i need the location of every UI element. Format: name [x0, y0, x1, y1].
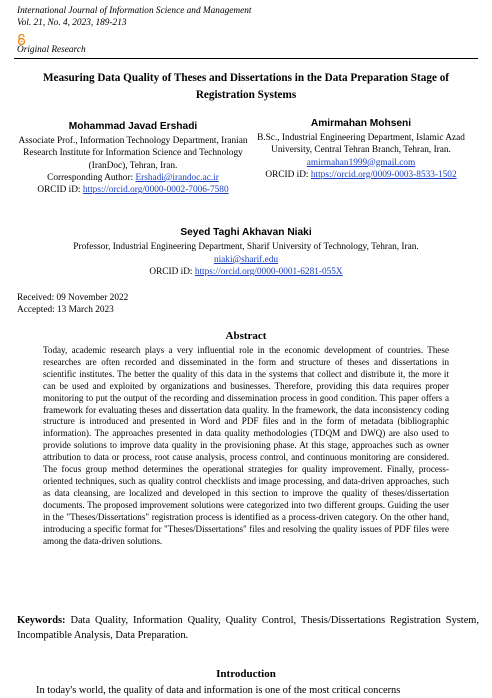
- abstract-heading: Abstract: [225, 330, 267, 342]
- abstract-body: Today, academic research plays a very influential role in the economic development of countries. These researches are often recorded and disseminated in the form and structure of theses and dissertations in scientific institutes. The better the quality of this data in the systems that collect and distribute it, the more it can be used and exploited by organizations and businesses. Therefore, providing this data requires proper monitoring to put the output of the recording and dissemination process in good condition. This paper offers a framework for evaluating theses and dissertation data quality. In the framework, the data inconsistency coding structure is introduced and presented in Word and PDF files and in the form of metadata (bibliographic information). The approaches presented in data quality methodologies (TDQM and DWQ) are also used to provide solutions to improve data quality in the provisioning phase. At this stage, approaches such as owner attribution to data or process, root cause analysis, process control, and continuous monitoring are considered. The focus group method determines the operational strategies for quality improvement. Finally, process-oriented techniques, such as quality control checklists and image processing, and data-driven approaches, such as data cleansing, are localized and developed in this section to improve the quality of theses/dissertation documents. The proposed improvement solutions were categorized into two different groups. Guiding the user in the "Theses/Dissertations" registration process is identified as a process-driven category. On the other hand, introducing a specific format for "Theses/Dissertations" files and resolving the quality issues of PDF files were among the data-driven solutions.: [43, 345, 449, 546]
- received-date: Received: 09 November 2022: [17, 293, 129, 303]
- article-type: Original Research: [17, 45, 86, 55]
- introduction-heading: Introduction: [216, 668, 276, 680]
- header-divider: [14, 58, 478, 59]
- orcid-link[interactable]: https://orcid.org/0009-0003-8533-1502: [310, 169, 457, 180]
- paper-title: Measuring Data Quality of Theses and Dissertations in the Data Preparation Stage of Registration Systems: [42, 72, 450, 101]
- keywords-label: Keywords:: [17, 615, 66, 626]
- orcid-link[interactable]: https://orcid.org/0000-0002-7006-7580: [82, 185, 229, 196]
- keywords: [17, 614, 479, 643]
- orcid-line: [18, 184, 248, 196]
- author-email-link[interactable]: niaki@sharif.edu: [213, 254, 279, 265]
- author-email-link[interactable]: Ershadi@irandoc.ac.ir: [135, 172, 219, 183]
- journal-header: [17, 6, 251, 29]
- orcid-line: [248, 169, 474, 181]
- orcid-link[interactable]: https://orcid.org/0000-0001-6281-055X: [194, 267, 343, 278]
- corresponding-label: Corresponding Author:: [47, 172, 134, 183]
- journal-name: International Journal of Information Science and Management: [17, 6, 252, 16]
- author-name: Mohammad Javad Ershadi: [68, 121, 198, 132]
- author-block-3: [20, 227, 472, 279]
- open-access-icon: [17, 34, 26, 45]
- article-dates: [17, 292, 128, 316]
- author-block-1: [18, 121, 248, 196]
- orcid-label: ORCID iD:: [37, 185, 81, 196]
- introduction-text: In today's world, the quality of data and information is one of the most critical concerns: [36, 685, 401, 696]
- author-name: Seyed Taghi Akhavan Niaki: [180, 227, 312, 238]
- keywords-text: Data Quality, Information Quality, Quality Control, Thesis/Dissertations Registration System, Incompatible Analysis, Data Preparation.: [17, 615, 479, 641]
- author-name: Amirmahan Mohseni: [310, 118, 412, 129]
- accepted-date: Accepted: 13 March 2023: [17, 305, 114, 315]
- author-email-link[interactable]: amirmahan1999@gmail.com: [306, 157, 416, 168]
- author-affiliation: Professor, Industrial Engineering Department, Sharif University of Technology, Tehran, Iran.: [73, 242, 419, 253]
- author-affiliation: B.Sc., Industrial Engineering Department, Islamic Azad University, Central Tehran Branch, Tehran, Iran.: [257, 133, 465, 156]
- author-block-2: [248, 118, 474, 181]
- journal-volume: Vol. 21, No. 4, 2023, 189-213: [17, 17, 127, 28]
- orcid-label: ORCID iD:: [149, 267, 193, 278]
- orcid-label: ORCID iD:: [265, 169, 309, 180]
- corresponding-line: [18, 172, 248, 184]
- author-affiliation: Associate Prof., Information Technology Department, Iranian Research Institute for Information Science and Technology (IranDoc), Tehran, Iran.: [18, 136, 248, 171]
- orcid-line: [20, 266, 472, 278]
